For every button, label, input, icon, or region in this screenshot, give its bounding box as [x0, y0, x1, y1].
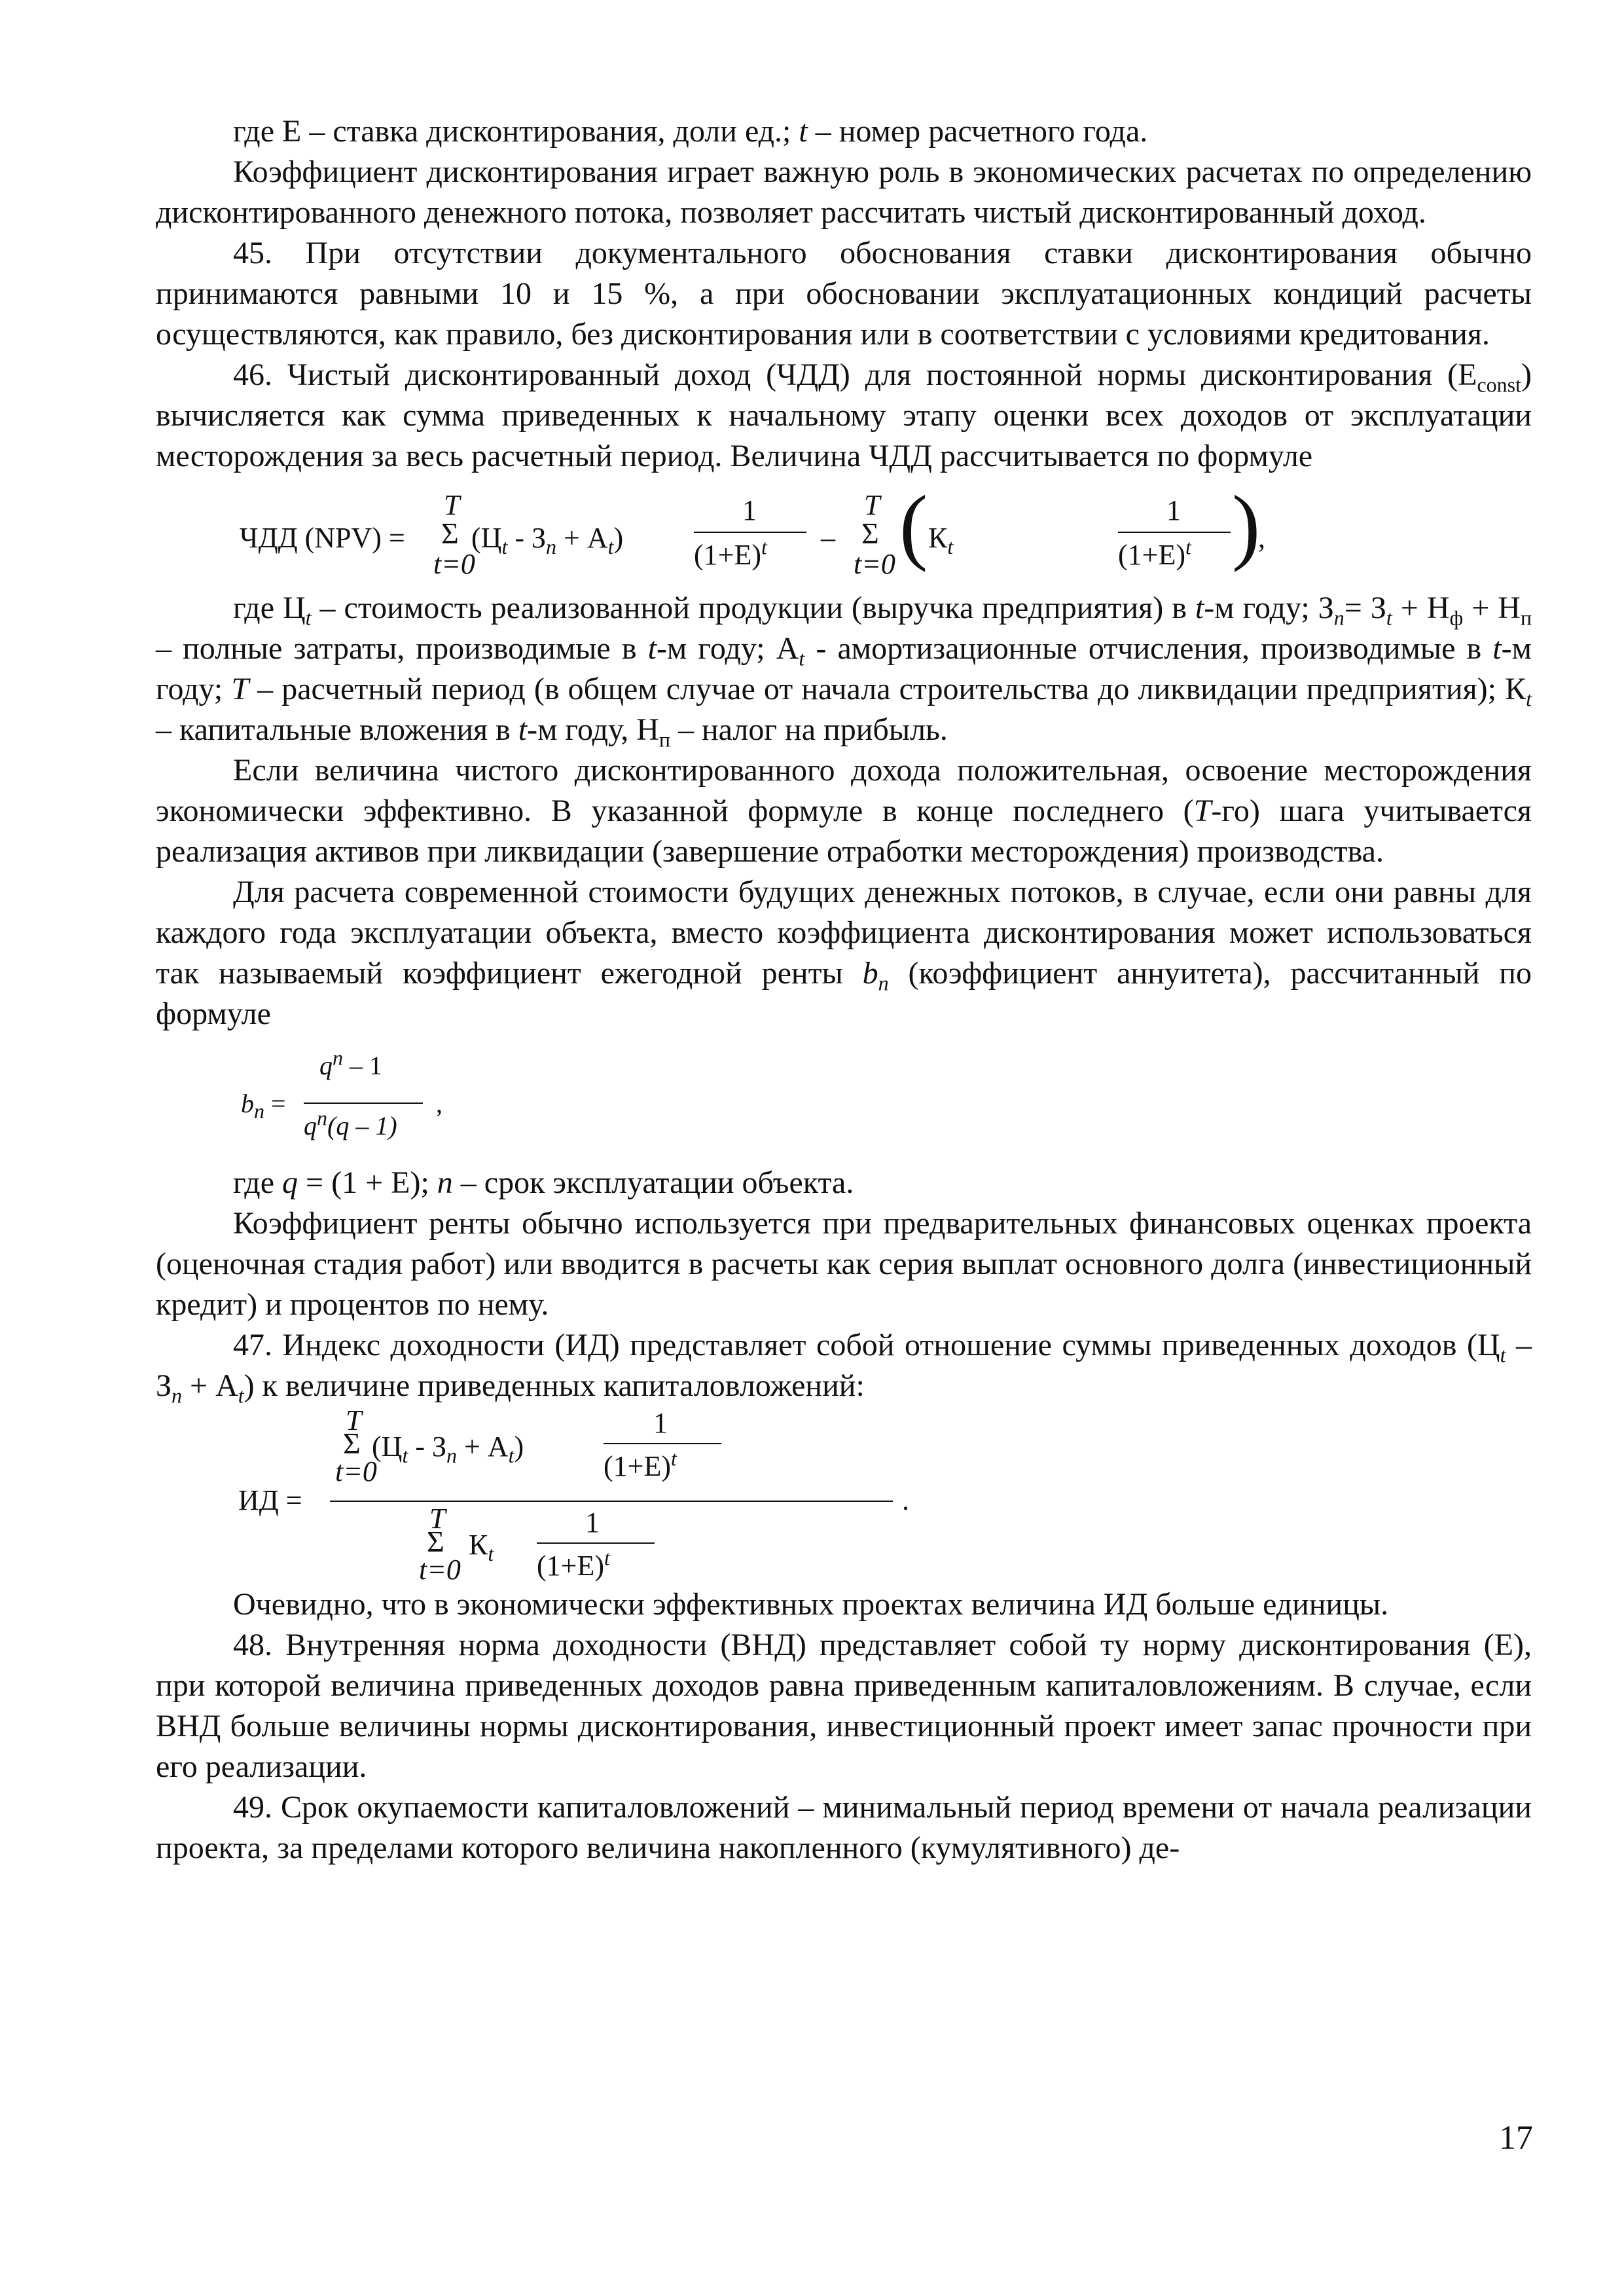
paragraph-10: 47. Индекс доходности (ИД) представляет собой отношение суммы приведенных доходов $(Ц_t - З_n + А_t)$ к величине приведенных капиталовложений: [156, 1328, 1532, 1408]
bn-numerator: $q^n - 1$ [319, 1046, 382, 1080]
paragraph-3: 45. При отсутствии документального обоснования ставки дисконтирования обычно принимаются равными 10 и 15 %, а при обосновании эксплуатационных кондиций расчеты осуществляются, как правило, без дисконтирования или в соответствии с условиями кредитования. [156, 236, 1532, 352]
bn-bar [304, 1102, 423, 1104]
npv-frac2-num: 1 [1166, 494, 1181, 526]
id-formula [156, 1406, 1532, 1584]
npv-frac1-bar [694, 532, 806, 533]
id-num-term: $(Ц_t - З_n + А_t)$ [372, 1430, 524, 1467]
id-num-frac-num: 1 [653, 1407, 668, 1439]
npv-sum2-lower: t=0 [854, 548, 895, 580]
id-num-frac-den: $(1+Е)^t$ [604, 1446, 677, 1482]
npv-frac2-den: $(1+Е)^t$ [1118, 535, 1191, 571]
paragraph-4: 46. Чистый дисконтированный доход (ЧДД) для постоянной нормы дисконтирования $(Е_{const})$ вычисляется как сумма приведенных к начальному этапу оценки всех доходов от эксплуатации месторождения за весь расчетный период. Величина ЧДД рассчитывается по формуле [156, 357, 1532, 473]
id-num-frac-bar [604, 1443, 721, 1444]
id-num-sum-lower: t=0 [335, 1455, 377, 1487]
id-den-frac-bar [537, 1542, 655, 1544]
id-den-sum-lower: t=0 [419, 1554, 461, 1586]
bn-formula [156, 1034, 1532, 1163]
npv-frac1-num: 1 [742, 494, 757, 526]
id-den-sum-upper: T [429, 1503, 446, 1535]
npv-trailing: , [1258, 522, 1265, 554]
id-den-frac-den: $(1+Е)^t$ [537, 1546, 610, 1582]
bn-trailing: , [436, 1089, 442, 1118]
paragraph-12: 48. Внутренняя норма доходности (ВНД) представляет собой ту норму дисконтирования (Е), при которой величина приведенных доходов равна приведенным капиталовложениям. В случае, если ВНД больше величины нормы дисконтирования, инвестиционный проект имеет запас прочности при его реализации. [156, 1628, 1532, 1784]
npv-sum1-upper: T [444, 489, 460, 521]
npv-sum2-symbol: Σ [861, 517, 879, 550]
document-page [156, 111, 1532, 1868]
npv-frac2-bar [1118, 532, 1231, 533]
id-den-term: $К_t$ [469, 1529, 494, 1565]
id-num-sum-upper: T [346, 1404, 362, 1436]
paragraph-2: Коэффициент дисконтирования играет важную роль в экономических расчетах по определению дисконтированного денежного потока, позволяет рассчитать чистый дисконтированный доход. [156, 155, 1532, 230]
paragraph-6: Если величина чистого дисконтированного дохода положительная, освоение месторождения экономически эффективно. В указанной формуле в конце последнего (T-го) шага учитывается реализация активов при ликвидации (завершение отработки месторождения) производства. [156, 753, 1532, 869]
npv-sum1-symbol: Σ [441, 517, 459, 550]
id-main-bar [330, 1501, 893, 1502]
paragraph-5: где $Ц_t$ – стоимость реализованной продукции (выручка предприятия) в t-м году; $З_n= З_t + Н_ф + Н_п$ – полные затраты, производимые в t-м году; $А_t$ - амортизационные отчисления, производимые в t-м году; T – расчетный период (в общем случае от начала строительства до ликвидации предприятия); $К_t$ – капитальные вложения в t-м году, $Н_п$ – налог на прибыль. [156, 591, 1532, 752]
npv-sum2-upper: T [864, 489, 880, 521]
paragraph-1: где Е – ставка дисконтирования, доли ед.; t – номер расчетного года. [233, 114, 1148, 149]
npv-frac1-den: $(1+Е)^t$ [694, 535, 767, 571]
paragraph-9: Коэффициент ренты обычно используется при предварительных финансовых оценках проекта (оценочная стадия работ) или вводится в расчеты как серия выплат основного долга (инвестиционный кредит) и процентов по нему. [156, 1206, 1532, 1322]
npv-minus: – [821, 522, 835, 554]
bn-denominator: $q^n(q - 1)$ [304, 1106, 397, 1140]
id-lhs: ИД = [238, 1484, 302, 1516]
npv-sum1-lower: t=0 [433, 548, 475, 580]
npv-term2: $К_t$ [928, 522, 954, 558]
page-number: 17 [1499, 2119, 1533, 2157]
npv-formula [156, 477, 1532, 588]
paragraph-8: где q = (1 + Е); n – срок эксплуатации объекта. [233, 1165, 854, 1200]
bn-lhs: $b_n$ = [241, 1089, 286, 1123]
npv-term1: $(Ц_t - З_n + А_t)$ [471, 522, 624, 558]
id-num-sum-symbol: Σ [343, 1427, 361, 1460]
npv-lhs: ЧДД (NPV) = [240, 522, 405, 554]
npv-paren-left: ( [899, 479, 928, 573]
id-trailing: . [902, 1484, 909, 1516]
paragraph-11: Очевидно, что в экономически эффективных проектах величина ИД больше единицы. [233, 1587, 1389, 1622]
paragraph-7: Для расчета современной стоимости будущих денежных потоков, в случае, если они равны для каждого года эксплуатации объекта, вместо коэффициента дисконтирования может использоваться так называемый коэффициент ежегодной ренты $b_n$ (коэффициент аннуитета), рассчитанный по формуле [156, 875, 1532, 1031]
npv-paren-right: ) [1232, 479, 1261, 573]
id-den-frac-num: 1 [585, 1506, 600, 1539]
paragraph-13: 49. Срок окупаемости капиталовложений – минимальный период времени от начала реализации проекта, за пределами которого величина накопленного (кумулятивного) де- [156, 1790, 1532, 1865]
id-den-sum-symbol: Σ [427, 1525, 444, 1558]
